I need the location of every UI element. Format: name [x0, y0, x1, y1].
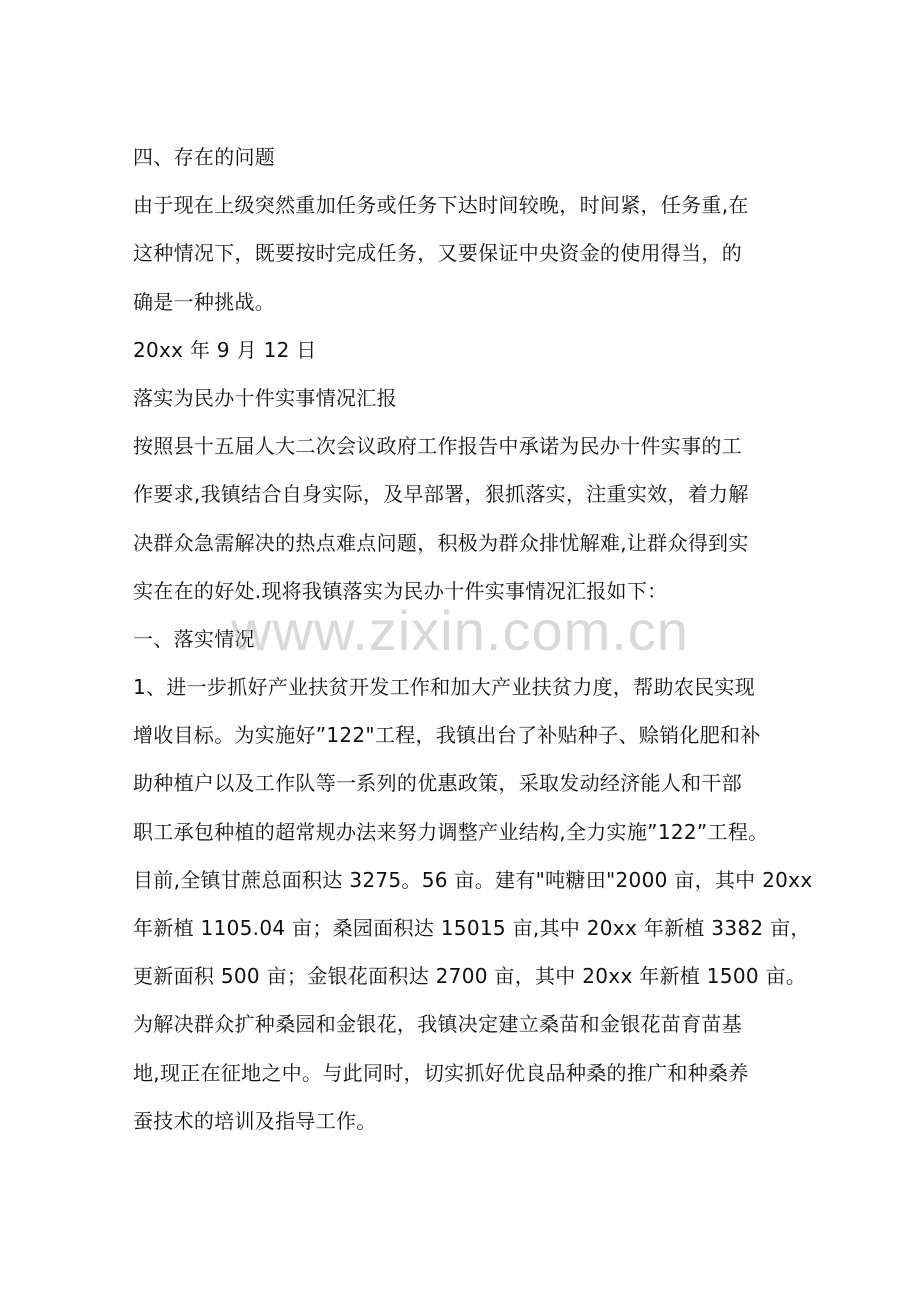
paragraph-line: 由于现在上级突然重加任务或任务下达时间较晚，时间紧，任务重,在 — [133, 193, 749, 218]
paragraph-line: 更新面积 500 亩；金银花面积达 2700 亩，其中 20xx 年新植 1500 亩。 — [133, 964, 807, 989]
paragraph-line: 地,现正在征地之中。与此同时，切实抓好优良品种桑的推广和种桑养 — [133, 1060, 749, 1085]
paragraph-line: 决群众急需解决的热点难点问题，积极为群众排忧解难,让群众得到实 — [133, 530, 749, 555]
paragraph-line: 按照县十五届人大二次会议政府工作报告中承诺为民办十件实事的工 — [133, 434, 742, 459]
section-heading-problems: 四、存在的问题 — [133, 145, 276, 169]
watermark: www.zixin.com.cn — [231, 599, 689, 662]
document-date: 20xx 年 9 月 12 日 — [133, 337, 317, 362]
paragraph-line: 实在在的好处.现将我镇落实为民办十件实事情况汇报如下： — [133, 578, 668, 603]
paragraph-line: 作要求,我镇结合自身实际，及早部署，狠抓落实，注重实效，着力解 — [133, 482, 749, 507]
paragraph-line: 1、进一步抓好产业扶贫开发工作和加大产业扶贫力度，帮助农民实现 — [133, 675, 756, 700]
paragraph-line: 助种植户以及工作队等一系列的优惠政策，采取发动经济能人和干部 — [133, 771, 742, 796]
paragraph-line: 职工承包种植的超常规办法来努力调整产业结构,全力实施”122”工程。 — [133, 819, 769, 844]
paragraph-line: 增收目标。为实施好”122"工程，我镇出台了补贴种子、赊销化肥和补 — [133, 723, 761, 748]
paragraph-line: 年新植 1105.04 亩；桑园面积达 15015 亩,其中 20xx 年新植 3382 亩， — [133, 916, 811, 940]
document-title: 落实为民办十件实事情况汇报 — [133, 385, 397, 410]
paragraph-line: 为解决群众扩种桑园和金银花，我镇决定建立桑苗和金银花苗育苗基 — [133, 1012, 742, 1037]
paragraph-line: 确是一种挑战。 — [133, 289, 276, 314]
paragraph-line: 蚕技术的培训及指导工作。 — [133, 1108, 377, 1133]
paragraph-line: 目前,全镇甘蔗总面积达 3275。56 亩。建有"吨糖田"2000 亩，其中 20xx — [133, 867, 813, 892]
paragraph-line: 这种情况下，既要按时完成任务，又要保证中央资金的使用得当，的 — [133, 241, 742, 266]
section-heading-implementation: 一、落实情况 — [133, 626, 255, 651]
document-body — [133, 137, 813, 1149]
